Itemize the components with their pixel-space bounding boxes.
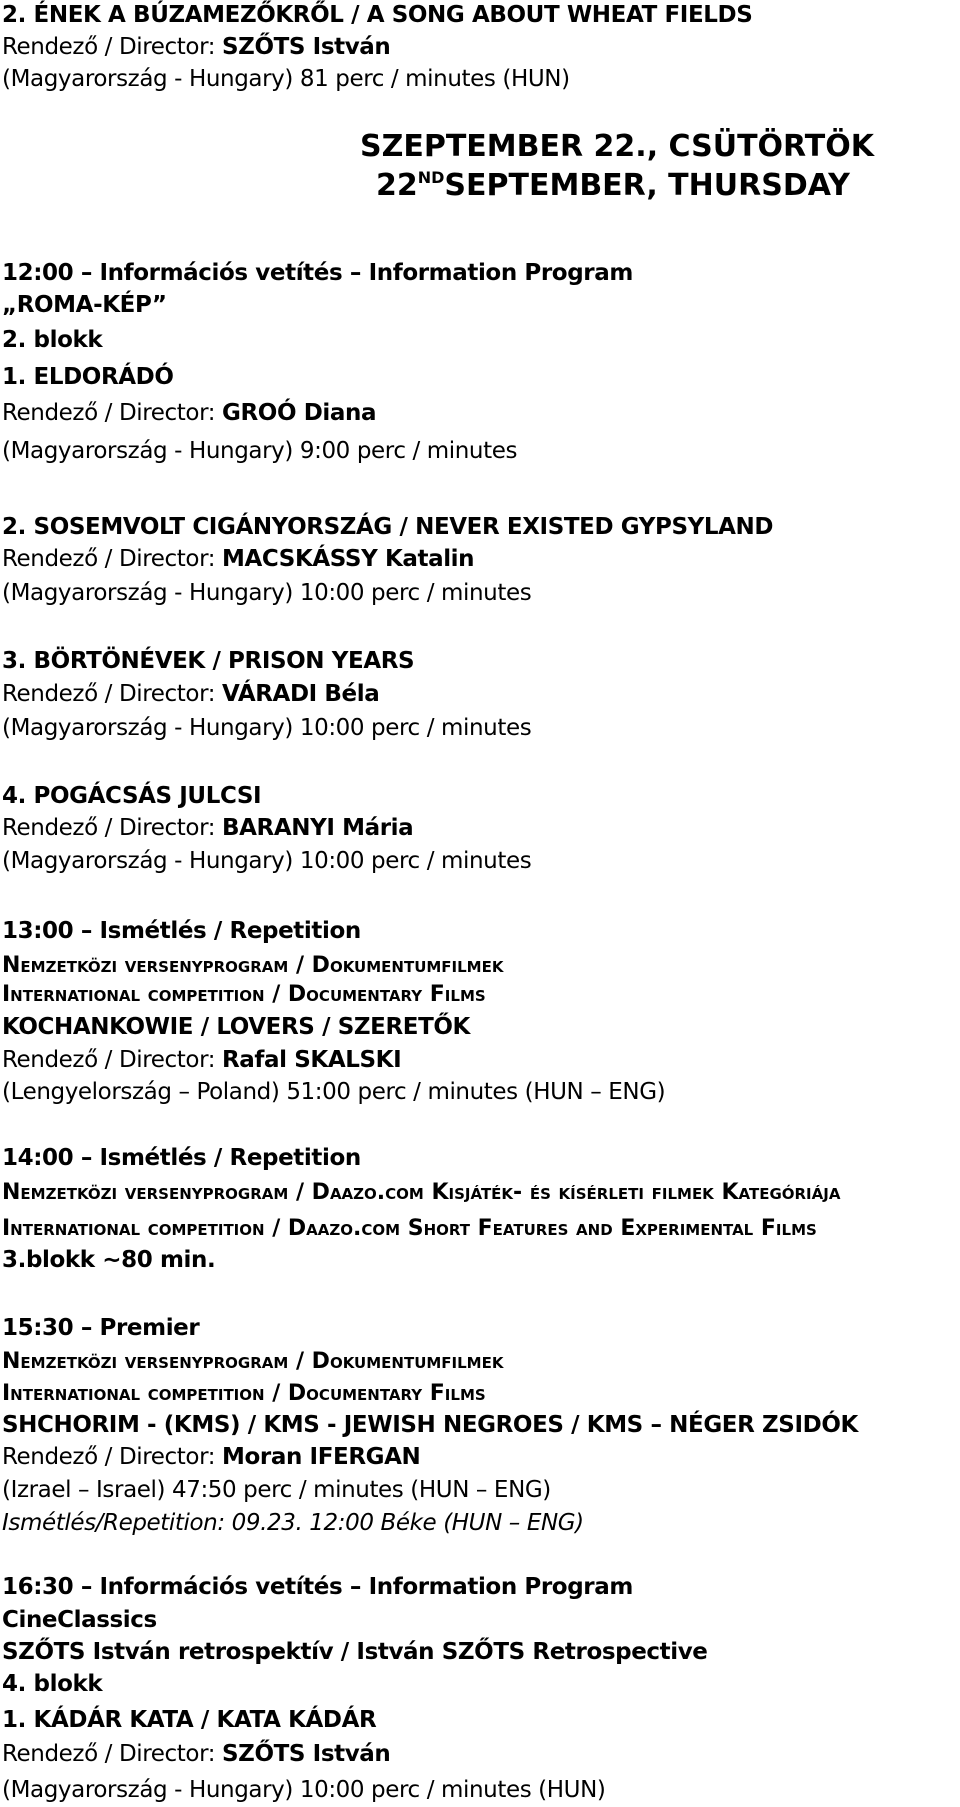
- director-name: SZŐTS István: [222, 1741, 391, 1767]
- blokk-label: 4. blokk: [2, 1671, 103, 1697]
- director-name: BARANYI Mária: [222, 815, 414, 841]
- film-title: KOCHANKOWIE / LOVERS / SZERETŐK: [2, 1014, 470, 1040]
- director-name: GROÓ Diana: [222, 400, 377, 426]
- time-heading: 14:00 – Ismétlés / Repetition: [2, 1145, 361, 1171]
- director-label: Rendező / Director:: [2, 815, 222, 841]
- film-info: (Lengyelország – Poland) 51:00 perc / minutes (HUN – ENG): [2, 1079, 666, 1105]
- category-en: International competition / Documentary Films: [2, 1381, 486, 1406]
- director-label: Rendező / Director:: [2, 1444, 222, 1470]
- date-day: 22: [376, 168, 418, 203]
- director-line: [2, 1442, 420, 1472]
- director-label: Rendező / Director:: [2, 546, 222, 572]
- film-title: 4. POGÁCSÁS JULCSI: [2, 783, 262, 809]
- director-line: [2, 1739, 390, 1769]
- director-label: Rendező / Director:: [2, 400, 222, 426]
- film-info: (Magyarország - Hungary) 10:00 perc / minutes: [2, 848, 532, 874]
- director-label: Rendező / Director:: [2, 1047, 222, 1073]
- film-title-en: / NEVER EXISTED GYPSYLAND: [391, 514, 774, 540]
- category-hu: Nemzetközi versenyprogram / Dokumentumfilmek: [2, 1349, 504, 1374]
- category-en: International competition / Documentary Films: [2, 982, 486, 1007]
- date-heading-hu: SZEPTEMBER 22., CSÜTÖRTÖK: [360, 129, 875, 164]
- film-title: SHCHORIM - (KMS) / KMS - JEWISH NEGROES / KMS – NÉGER ZSIDÓK: [2, 1412, 858, 1438]
- film-title: 3. BÖRTÖNÉVEK / PRISON YEARS: [2, 648, 415, 674]
- date-heading-en: [376, 168, 850, 204]
- director-line: [2, 544, 474, 574]
- date-suffix: ND: [417, 168, 445, 187]
- director-line: [2, 398, 376, 428]
- film-title: 1. KÁDÁR KATA / KATA KÁDÁR: [2, 1707, 377, 1733]
- director-name: VÁRADI Béla: [222, 681, 380, 707]
- director-label: Rendező / Director:: [2, 1741, 222, 1767]
- film-info: (Magyarország - Hungary) 10:00 perc / minutes: [2, 580, 532, 606]
- film-info: (Magyarország - Hungary) 81 perc / minutes (HUN): [2, 66, 570, 92]
- repetition-note: Ismétlés/Repetition: 09.23. 12:00 Béke (HUN – ENG): [2, 1510, 584, 1536]
- film-title: 2. ÉNEK A BÚZAMEZŐKRŐL / A SONG ABOUT WHEAT FIELDS: [2, 2, 753, 28]
- program-name: CineClassics: [2, 1607, 157, 1633]
- film-info: (Magyarország - Hungary) 9:00 perc / minutes: [2, 438, 518, 464]
- blokk-label: 3.blokk ~80 min.: [2, 1247, 216, 1273]
- category-en: International competition / Daazo.com Short Features and Experimental Films: [2, 1216, 817, 1241]
- blokk-label: 2. blokk: [2, 327, 103, 353]
- director-name: SZŐTS István: [222, 34, 391, 60]
- retrospective-title: SZŐTS István retrospektív / István SZŐTS Retrospective: [2, 1639, 708, 1665]
- time-heading: 15:30 – Premier: [2, 1315, 200, 1341]
- date-rest: SEPTEMBER, THURSDAY: [444, 168, 850, 203]
- film-info: (Izrael – Israel) 47:50 perc / minutes (HUN – ENG): [2, 1477, 551, 1503]
- film-title-hu: 2. SOSEMVOLT CIGÁNYORSZÁG: [2, 514, 392, 540]
- director-name: Moran IFERGAN: [222, 1444, 421, 1470]
- director-line: [2, 1045, 401, 1075]
- time-heading: 13:00 – Ismétlés / Repetition: [2, 918, 361, 944]
- director-name: Rafal SKALSKI: [222, 1047, 402, 1073]
- director-line: [2, 32, 390, 62]
- director-name: MACSKÁSSY Katalin: [222, 546, 475, 572]
- time-heading: 12:00 – Információs vetítés – Information Program: [2, 260, 633, 286]
- film-info: (Magyarország - Hungary) 10:00 perc / minutes: [2, 715, 532, 741]
- time-heading: 16:30 – Információs vetítés – Information Program: [2, 1574, 633, 1600]
- film-title: 1. ELDORÁDÓ: [2, 364, 174, 390]
- film-title: [2, 512, 773, 542]
- director-label: Rendező / Director:: [2, 681, 222, 707]
- program-name: „ROMA-KÉP”: [2, 292, 167, 318]
- director-label: Rendező / Director:: [2, 34, 222, 60]
- category-hu: Nemzetközi versenyprogram / Dokumentumfilmek: [2, 953, 504, 978]
- category-hu: Nemzetközi versenyprogram / Daazo.com Kisjáték- és kísérleti filmek Kategóriája: [2, 1180, 841, 1205]
- director-line: [2, 679, 379, 709]
- director-line: [2, 813, 413, 843]
- film-info: (Magyarország - Hungary) 10:00 perc / minutes (HUN): [2, 1777, 606, 1803]
